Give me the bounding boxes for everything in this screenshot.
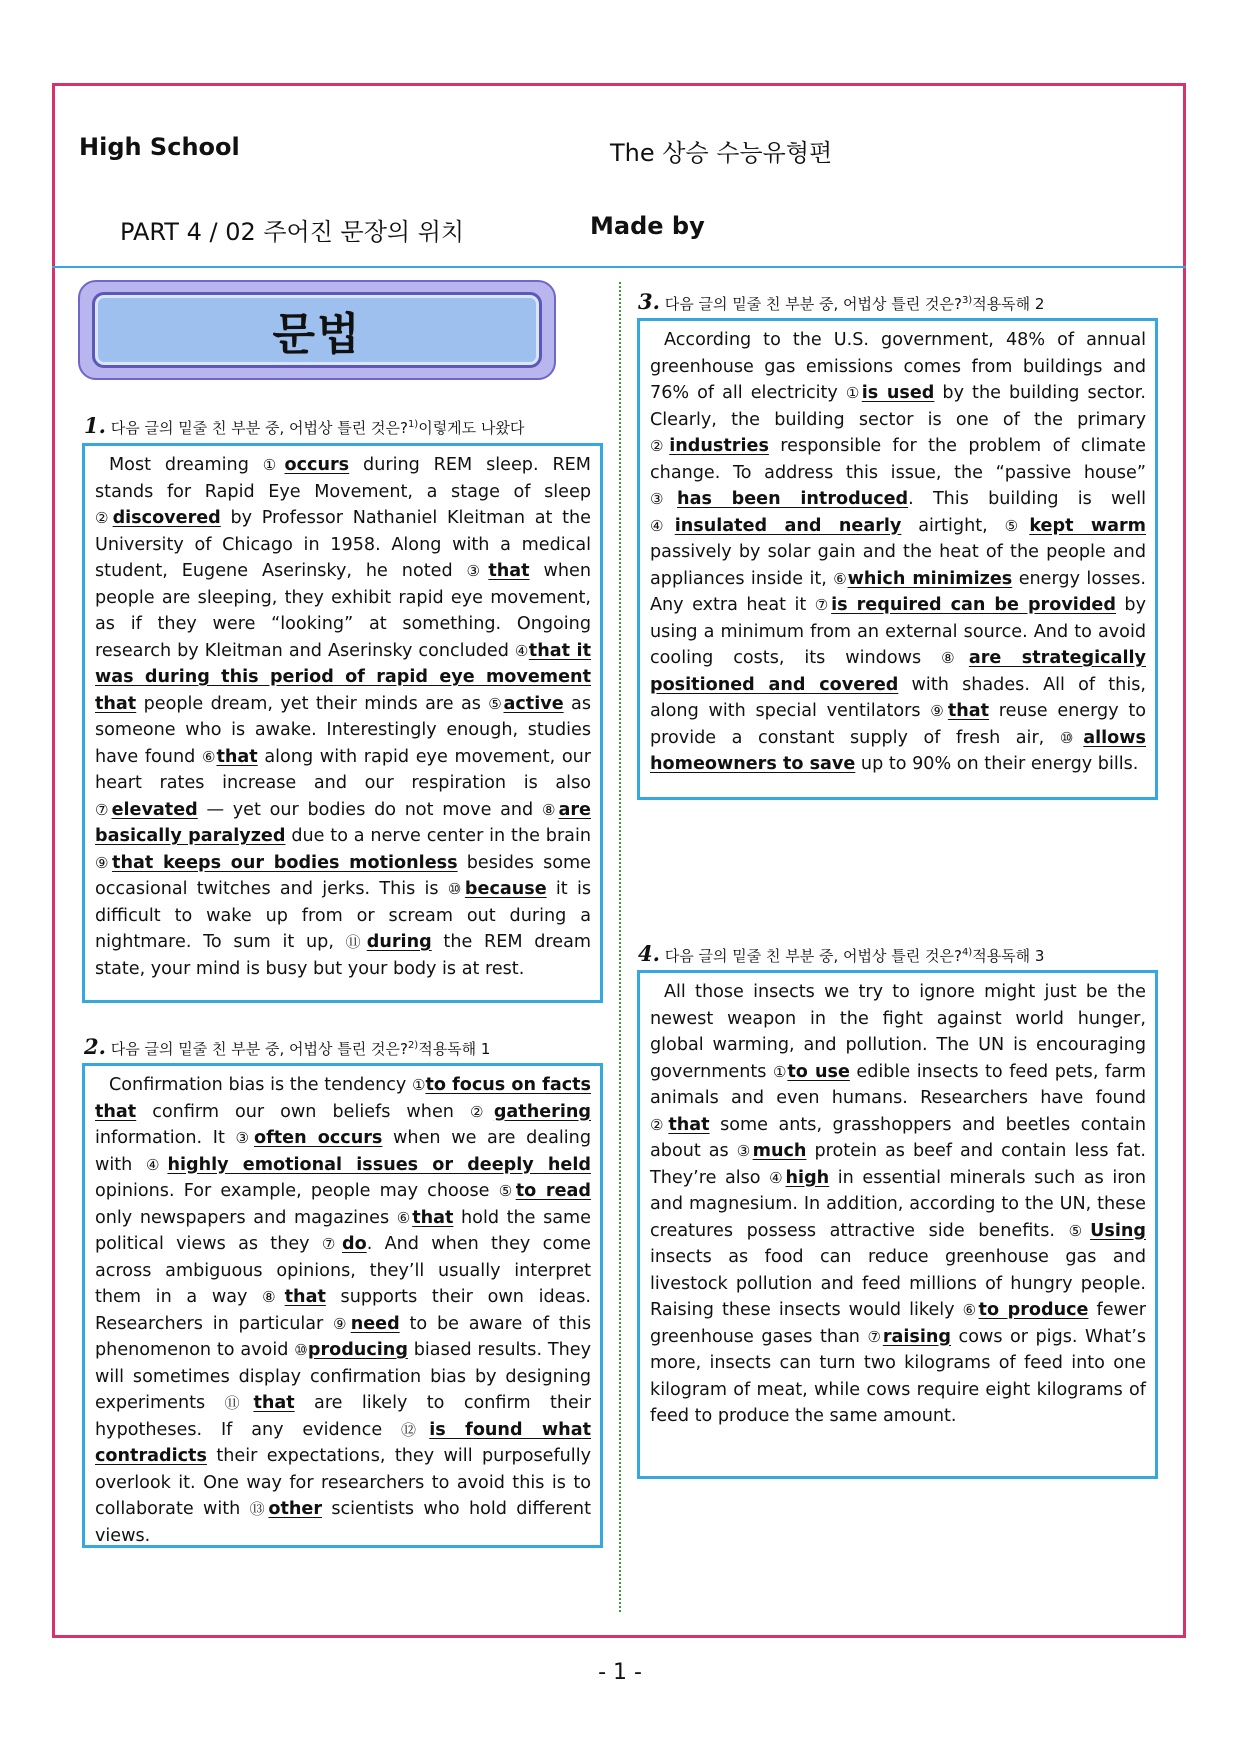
underlined-choice: to produce [978,1300,1089,1320]
choice-marker: ⑤ [1068,1221,1091,1240]
choice-marker: ⑦ [867,1327,883,1346]
passage-text-run: during REM sleep. REM stands for Rapid Eye Movement, a stage of sleep [95,455,591,502]
passage-text-run: airtight, [901,515,1005,536]
choice-marker: ⑪ [345,933,367,951]
choice-marker: ⑤ [1004,516,1030,535]
section-title: 문법 [272,309,362,360]
passage-text [650,327,1146,778]
underlined-choice: is required can be provided [831,595,1116,615]
passage-text-run: besides some occasional twitches and jerks. This is [95,852,591,899]
passage-text-run: as someone who is awake. Interestingly enough, studies have found [95,693,591,767]
passage-text-run: only newspapers and magazines [95,1207,397,1228]
choice-marker: ① [262,456,285,474]
question-number: 2. [84,1034,106,1059]
underlined-choice: because [464,879,547,899]
passage-text-run: . And when they come across ambiguous opinions, they’ll usually interpret them in a way [95,1234,591,1307]
choice-marker: ③ [235,1129,254,1147]
choice-marker: ⑩ [294,1341,308,1359]
passage-text-run: it is difficult to wake up from or scream out during a nightmare. To sum it up, [95,879,591,952]
school-label: High School [79,133,240,161]
underlined-choice: that [947,701,990,721]
choice-marker: ④ [650,516,675,535]
passage-text-run: to be aware of this phenomenon to avoid [95,1313,591,1360]
choice-marker: ⑦ [321,1235,343,1253]
underlined-choice: occurs [284,455,350,475]
passage-text-run: due to a nerve center in the brain [285,826,591,846]
underlined-choice: is used [861,383,935,403]
passage-text [95,1072,591,1549]
underlined-choice: to focus on facts that [95,1075,592,1122]
choice-marker: ⑦ [814,596,832,614]
underlined-choice: allows homeowners to save [650,727,1146,774]
passage-text-run: responsible for the problem of climate change. To address this issue, the “passive house” [650,436,1146,483]
choice-marker: ⑥ [201,747,217,766]
passage-text [95,452,591,982]
underlined-choice: has been introduced [677,489,909,509]
question-text: 다음 글의 밑줄 친 부분 중, 어법상 틀린 것은? [664,295,962,313]
choice-marker: ② [650,1115,669,1134]
underlined-choice: that [284,1287,326,1307]
underlined-choice: that [668,1114,710,1135]
choice-marker: ⑨ [95,853,113,872]
underlined-choice: that [253,1393,295,1413]
choice-marker: ① [772,1062,788,1081]
book-title: The 상승 수능유형편 [610,139,833,167]
passage-text-run: information. It [95,1128,236,1148]
header-separator [52,266,1186,268]
passage-text-run: their expectations, they will purposefully overlook it. One way for researchers to avoid this is to collaborate with [95,1446,591,1519]
underlined-choice: insulated and nearly [674,515,902,536]
column-divider [619,282,621,1612]
underlined-choice: are basically paralyzed [95,799,591,846]
underlined-choice: often occurs [254,1128,383,1148]
passage-text-run: passively by solar gain and the heat of the people and appliances inside it, [650,542,1146,589]
question-4-title [638,941,1044,966]
choice-marker: ① [411,1076,426,1094]
choice-marker: ① [845,384,862,402]
part-title: PART 4 / 02 주어진 문장의 위치 [120,218,465,246]
choice-marker: ⑦ [95,800,112,819]
choice-marker: ⑨ [930,702,948,720]
question-note: 적용독해 1 [418,1040,491,1058]
passage-text-run: reuse energy to provide a constant supply of fresh air, [650,701,1146,748]
passage-text-run: edible insects to feed pets, farm animals and even humans. Researchers have found [650,1061,1146,1108]
question-note: 적용독해 2 [972,295,1045,313]
underlined-choice: to read [515,1181,591,1201]
choice-marker: ⑧ [262,1288,285,1306]
passage-1 [82,443,603,1003]
choice-marker: ⑤ [488,694,504,713]
passage-text-run: protein as beef and contain less fat. They’re also [650,1141,1146,1188]
choice-marker: ② [469,1102,494,1121]
choice-marker: ③ [736,1142,753,1160]
underlined-choice: that [412,1207,454,1228]
underlined-choice: much [752,1141,807,1161]
choice-marker: ⑫ [401,1420,430,1439]
passage-text-run: along with rapid eye movement, our heart rates increase and our respiration is also [95,746,592,793]
underlined-choice: industries [669,436,769,456]
footnote-mark: 3) [961,295,973,306]
choice-marker: ④ [145,1155,168,1174]
passage-text-run: According to the U.S. government, 48% of annual greenhouse gas emissions comes from buildings and 76% of all electricity [650,330,1146,403]
passage-text-run: when we are dealing with [95,1128,591,1175]
choice-marker: ⑥ [962,1301,979,1319]
question-text: 다음 글의 밑줄 친 부분 중, 어법상 틀린 것은? [664,947,962,965]
underlined-choice: discovered [112,508,221,528]
underlined-choice: are strategically positioned and covered [650,648,1146,695]
underlined-choice: that [488,561,530,581]
choice-marker: ⑧ [541,800,559,819]
passage-text-run: the REM dream state, your mind is busy but your body is at rest. [95,932,591,979]
choice-marker: ⑧ [941,649,969,667]
underlined-choice: gathering [493,1101,591,1122]
underlined-choice: active [503,693,564,714]
passage-text-run: biased results. They will sometimes display confirmation bias by designing experiments [95,1340,591,1413]
choice-marker: ② [95,509,113,527]
choice-marker: ⑬ [249,1500,269,1518]
made-by-label: Made by [590,212,705,240]
passage-text-run: Most dreaming [109,455,263,475]
underlined-choice: producing [307,1340,408,1360]
question-2-title [84,1034,490,1059]
passage-text-run: by using a minimum from an external source. And to avoid cooling costs, its windows [650,595,1147,668]
choice-marker: ⑩ [447,880,465,898]
question-number: 3. [638,289,660,314]
underlined-choice: raising [882,1326,952,1347]
underlined-choice: elevated [111,799,198,820]
passage-text-run: . This building is well [908,489,1146,509]
passage-4 [637,970,1158,1479]
underlined-choice: highly emotional issues or deeply held [167,1154,591,1175]
passage-text-run: insects as food can reduce greenhouse gas and livestock pollution and feed millions of hungry people. Raising these insects would likely [650,1247,1146,1320]
underlined-choice: need [350,1313,400,1334]
passage-text [650,979,1146,1430]
passage-text-run: up to 90% on their energy bills. [855,754,1139,774]
passage-text-run: energy losses. Any extra heat it [650,568,1146,615]
passage-text-run: in essential minerals such as iron and magnesium. In addition, according to the UN, these creatures possess attractive side benefits. [650,1167,1146,1241]
passage-text-run: confirm our own beliefs when [136,1101,470,1122]
choice-marker: ⑪ [224,1394,254,1412]
passage-text-run: supports their own ideas. Researchers in particular [95,1287,591,1334]
passage-text-run: opinions. For example, people may choose [95,1181,499,1201]
choice-marker: ② [650,437,670,455]
underlined-choice: is found what contradicts [95,1419,591,1466]
choice-marker: ⑨ [333,1314,351,1333]
choice-marker: ③ [650,490,678,508]
choice-marker: ⑩ [1059,728,1084,747]
passage-text-run: by Professor Nathaniel Kleitman at the University of Chicago in 1958. Along with a medical student, Eugene Aserinsky, he noted [95,508,592,581]
passage-text-run: hold the same political views as they [95,1207,591,1254]
underlined-choice: which minimizes [847,568,1013,589]
passage-text-run: by the building sector. Clearly, the building sector is one of the primary [650,383,1147,430]
choice-marker: ④ [769,1168,786,1187]
passage-text-run: scientists who hold different views. [95,1499,591,1546]
underlined-choice: that [216,746,258,767]
passage-text-run: are likely to confirm their hypotheses. If any evidence [95,1393,591,1440]
section-badge-inner [92,292,542,368]
passage-text-run: fewer greenhouse gases than [650,1300,1147,1347]
question-text: 다음 글의 밑줄 친 부분 중, 어법상 틀린 것은? [110,1040,408,1058]
underlined-choice: that keeps our bodies motionless [112,852,458,873]
passage-text-run: All those insects we try to ignore might just be the newest weapon in the fight against world hunger, global warming, and pollution. The UN is encouraging governments [650,982,1146,1082]
passage-text-run: people dream, yet their minds are as [136,693,489,714]
underlined-choice: to use [787,1061,850,1082]
passage-text-run: some ants, grasshoppers and beetles contain about as [650,1114,1147,1161]
underlined-choice: kept warm [1029,515,1146,536]
underlined-choice: Using [1090,1220,1146,1241]
question-number: 1. [84,413,106,438]
footnote-mark: 4) [961,947,973,958]
choice-marker: ⑥ [396,1208,413,1227]
question-1-title [84,413,524,438]
choice-marker: ④ [514,641,529,660]
underlined-choice: high [785,1167,830,1188]
question-note: 이렇게도 나왔다 [418,419,525,437]
question-note: 적용독해 3 [972,947,1045,965]
choice-marker: ⑤ [498,1182,516,1200]
footnote-mark: 2) [407,1040,419,1051]
passage-text-run: with shades. All of this, along with special ventilators [650,674,1146,721]
passage-3 [637,318,1158,800]
section-badge [78,280,556,380]
underlined-choice: during [366,932,432,952]
page-number: - 1 - [598,1660,642,1685]
question-text: 다음 글의 밑줄 친 부분 중, 어법상 틀린 것은? [110,419,408,437]
passage-text-run: cows or pigs. What’s more, insects can turn two kilograms of feed into one kilogram of meat, while cows require eight kilograms of feed to produce the same amount. [650,1326,1146,1426]
passage-text-run: — yet our bodies do not move and [197,799,542,820]
underlined-choice: that it was during this period of rapid eye movement that [95,640,591,714]
passage-text-run: Confirmation bias is the tendency [109,1075,412,1095]
passage-text-run: when people are sleeping, they exhibit rapid eye movement, as if they were “looking” at something. Ongoing research by Kleitman and Aserinsky concluded [95,561,592,661]
question-number: 4. [638,941,660,966]
footnote-mark: 1) [407,419,419,430]
underlined-choice: other [268,1499,322,1519]
choice-marker: ③ [466,562,489,580]
question-3-title [638,289,1044,314]
choice-marker: ⑥ [833,569,848,588]
underlined-choice: do [342,1234,367,1254]
passage-2 [82,1063,603,1548]
